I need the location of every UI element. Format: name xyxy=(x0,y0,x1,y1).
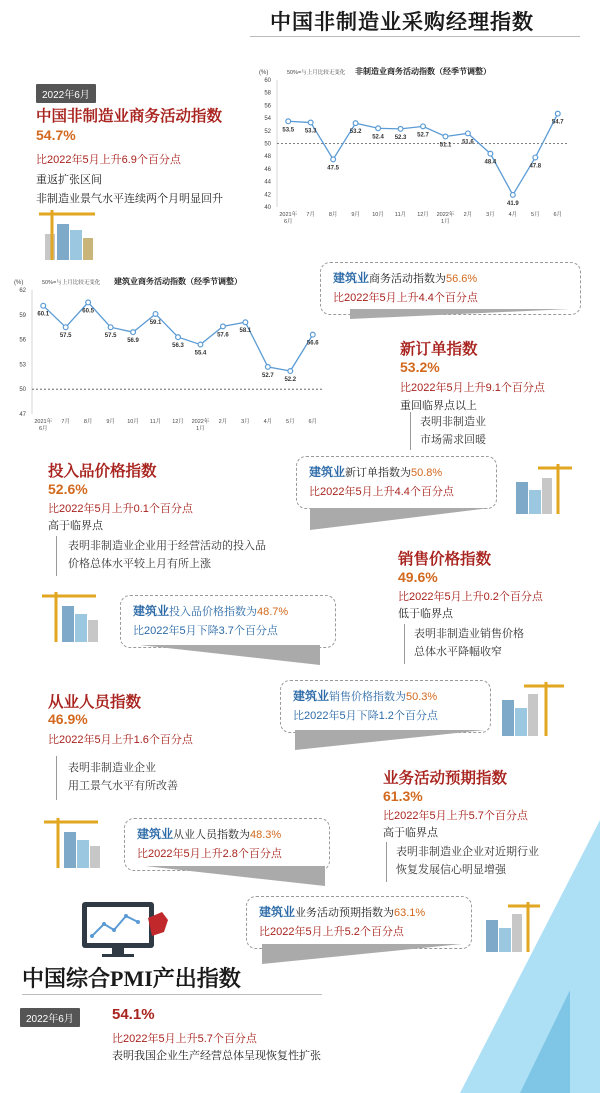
y-tick-label: 40 xyxy=(264,205,271,211)
y-tick-label: 46 xyxy=(264,166,271,173)
new-orders-divider xyxy=(410,412,411,450)
data-label: 57.5 xyxy=(104,333,117,340)
expectation-divider xyxy=(386,842,387,882)
x-tick-label: 2月 xyxy=(463,212,473,218)
input-price-line: 高于临界点 xyxy=(48,520,103,532)
date-tag: 2022年6月 xyxy=(36,84,96,103)
new-orders-desc2: 市场需求回暖 xyxy=(420,434,486,446)
bubble-tail xyxy=(145,866,325,888)
bubble-change: 比2022年5月上升5.2个百分点 xyxy=(259,926,404,938)
data-label: 59.1 xyxy=(149,319,162,326)
bubble-text: 新订单指数为 xyxy=(345,467,412,479)
new-orders-heading: 新订单指数 xyxy=(400,341,478,358)
y-tick-label: 50 xyxy=(19,387,26,394)
bubble-bold: 建筑业 xyxy=(309,465,346,479)
chart-nonmanufacturing xyxy=(255,62,575,237)
y-tick-label: 52 xyxy=(264,128,271,135)
title-divider xyxy=(250,36,580,37)
y-tick-label: 62 xyxy=(19,288,26,294)
bubble-num: 50.8% xyxy=(411,467,443,479)
composite-divider xyxy=(22,994,322,995)
expectation-value: 61.3% xyxy=(383,788,423,804)
expectation-line: 高于临界点 xyxy=(383,827,438,839)
bubble-num: 48.3% xyxy=(250,829,282,841)
chart-title: 非制造业商务活动指数（经季节调整） xyxy=(355,67,491,76)
input-price-desc1: 表明非制造业企业用于经营活动的投入品 xyxy=(68,540,266,552)
bubble-text: 投入品价格指数为 xyxy=(169,606,258,618)
bubble-num: 56.6% xyxy=(446,273,478,285)
x-tick-label: 5月 xyxy=(531,212,540,218)
y-tick-label: 54 xyxy=(264,116,271,123)
building-icon xyxy=(40,816,110,868)
data-point xyxy=(243,320,248,325)
data-label: 51.6 xyxy=(462,139,474,146)
data-point xyxy=(398,126,403,131)
data-label: 53.3 xyxy=(304,128,317,135)
bubble-bold: 建筑业 xyxy=(133,604,170,618)
data-label: 56.6 xyxy=(306,340,319,347)
chart-construction xyxy=(10,272,330,442)
expectation-change: 比2022年5月上升5.7个百分点 xyxy=(383,810,528,822)
x-tick-label: 12月 xyxy=(417,212,429,218)
data-point xyxy=(510,193,515,198)
bubble-text: 销售价格指数为 xyxy=(329,691,407,703)
data-point xyxy=(265,364,270,369)
data-label: 53.5 xyxy=(282,127,295,134)
data-point xyxy=(131,330,136,335)
building-icon xyxy=(480,900,540,952)
employment-desc1: 表明非制造业企业 xyxy=(68,762,156,774)
employment-desc2: 用工景气水平有所改善 xyxy=(68,780,178,792)
sales-price-divider xyxy=(404,624,405,664)
sales-price-change: 比2022年5月上升0.2个百分点 xyxy=(398,591,543,603)
data-label: 52.4 xyxy=(372,134,384,141)
data-label: 54.7 xyxy=(551,119,564,126)
data-label: 52.7 xyxy=(417,132,429,139)
data-point xyxy=(63,325,68,330)
bubble-construction-sales-price xyxy=(280,680,491,733)
y-tick-label: 58 xyxy=(264,90,271,97)
x-tick-label: 2022年 xyxy=(191,419,210,425)
sales-price-desc2: 总体水平降幅收窄 xyxy=(414,646,502,658)
data-point xyxy=(108,325,113,330)
page-title: 中国非制造业采购经理指数 xyxy=(270,10,534,34)
y-tick-label: 56 xyxy=(264,103,271,110)
employment-heading: 从业人员指数 xyxy=(48,694,142,711)
x-tick-label: 11月 xyxy=(394,212,407,218)
intro-heading: 中国非制造业商务活动指数 xyxy=(36,108,223,125)
y-tick-label: 60 xyxy=(264,78,271,84)
x-tick-label: 6月 xyxy=(553,212,563,218)
data-point xyxy=(198,342,203,347)
x-tick-label: 4月 xyxy=(508,212,518,218)
x-tick-label: 8月 xyxy=(83,419,93,425)
data-label: 52.3 xyxy=(394,134,407,141)
data-label: 51.1 xyxy=(439,142,452,149)
monitor-chart-icon xyxy=(78,898,178,960)
y-tick-label: 50 xyxy=(264,141,271,148)
sales-price-heading: 销售价格指数 xyxy=(398,551,492,568)
expectation-desc2: 恢复发展信心明显增强 xyxy=(396,864,506,876)
x-tick-label: 1月 xyxy=(196,426,205,432)
bubble-num: 63.1% xyxy=(394,907,426,919)
bubble-bold: 建筑业 xyxy=(293,689,330,703)
expectation-heading: 业务活动预期指数 xyxy=(383,770,508,787)
y-tick-label: 56 xyxy=(19,337,26,344)
x-tick-label: 9月 xyxy=(351,212,360,218)
bubble-change: 比2022年5月上升4.4个百分点 xyxy=(309,486,454,498)
bubble-bold: 建筑业 xyxy=(137,827,174,841)
data-label: 52.7 xyxy=(262,372,274,379)
y-tick-label: 44 xyxy=(264,179,271,186)
composite-title: 中国综合PMI产出指数 xyxy=(22,966,241,991)
data-point xyxy=(308,120,313,125)
building-icon xyxy=(508,462,573,514)
data-label: 52.2 xyxy=(284,377,297,384)
building-icon xyxy=(35,208,105,260)
intro-value: 54.7% xyxy=(36,127,76,143)
bubble-num: 48.7% xyxy=(257,606,289,618)
y-tick-label: 47 xyxy=(19,412,26,418)
data-label: 56.9 xyxy=(127,338,139,345)
input-price-change: 比2022年5月上升0.1个百分点 xyxy=(48,503,193,515)
data-point xyxy=(288,369,293,374)
chart-note: 50%=与上月比较无变化 xyxy=(42,280,101,286)
data-point xyxy=(286,119,291,124)
y-tick-label: 53 xyxy=(19,362,26,369)
expectation-desc1: 表明非制造业企业对近期行业 xyxy=(396,846,539,858)
x-tick-label: 4月 xyxy=(263,419,273,425)
bubble-change: 比2022年5月下降1.2个百分点 xyxy=(293,710,438,722)
bubble-construction-expectation xyxy=(246,896,472,949)
y-unit-label: (%) xyxy=(14,280,24,286)
x-tick-label: 7月 xyxy=(61,419,70,425)
data-point xyxy=(310,332,315,337)
intro-line2: 非制造业景气水平连续两个月明显回升 xyxy=(36,193,223,205)
data-point xyxy=(153,312,158,317)
chart-note: 50%=与上月比较无变化 xyxy=(287,70,346,76)
x-tick-label: 2021年 xyxy=(34,419,53,425)
y-tick-label: 59 xyxy=(19,312,26,319)
building-icon xyxy=(496,680,566,736)
data-point xyxy=(555,111,560,116)
data-label: 60.5 xyxy=(82,308,94,315)
data-point xyxy=(376,126,381,131)
data-point xyxy=(421,124,426,129)
composite-date-tag: 2022年6月 xyxy=(20,1008,80,1027)
input-price-desc2: 价格总体水平较上月有所上涨 xyxy=(68,558,211,570)
sales-price-value: 49.6% xyxy=(398,569,438,585)
data-label: 47.5 xyxy=(327,165,339,172)
data-point xyxy=(221,324,226,329)
bubble-construction-new-orders xyxy=(296,456,497,509)
employment-value: 46.9% xyxy=(48,711,88,727)
x-tick-label: 2022年 xyxy=(436,212,455,218)
x-tick-label: 3月 xyxy=(241,419,250,425)
data-label: 58.1 xyxy=(239,328,252,335)
new-orders-line: 重回临界点以上 xyxy=(400,400,477,412)
x-tick-label: 3月 xyxy=(486,212,495,218)
bubble-text: 商务活动指数为 xyxy=(369,273,447,285)
bubble-tail xyxy=(295,730,485,752)
x-tick-label: 12月 xyxy=(172,419,184,425)
bubble-text: 业务活动预期指数为 xyxy=(295,907,395,919)
bubble-construction-business xyxy=(320,262,581,315)
data-point xyxy=(533,155,538,160)
x-tick-label: 2月 xyxy=(218,419,228,425)
x-tick-label: 10月 xyxy=(127,419,139,425)
bubble-change: 比2022年5月下降3.7个百分点 xyxy=(133,625,278,637)
building-icon xyxy=(38,590,108,642)
data-point xyxy=(353,121,358,126)
data-label: 56.3 xyxy=(172,343,184,350)
data-label: 57.6 xyxy=(217,332,229,339)
bubble-bold: 建筑业 xyxy=(259,905,296,919)
new-orders-value: 53.2% xyxy=(400,359,440,375)
data-point xyxy=(443,134,448,139)
chart-title: 建筑业商务活动指数（经季节调整） xyxy=(114,277,242,286)
composite-change: 比2022年5月上升5.7个百分点 xyxy=(112,1033,257,1045)
x-tick-label: 5月 xyxy=(286,419,295,425)
bubble-construction-input-price xyxy=(120,595,336,648)
x-tick-label: 7月 xyxy=(306,212,315,218)
y-tick-label: 48 xyxy=(264,154,271,161)
employment-change: 比2022年5月上升1.6个百分点 xyxy=(48,734,193,746)
data-label: 57.5 xyxy=(59,333,72,340)
bubble-num: 50.3% xyxy=(406,691,438,703)
data-point xyxy=(86,300,91,305)
x-tick-label: 10月 xyxy=(372,212,384,218)
data-point xyxy=(488,151,493,156)
new-orders-desc1: 表明非制造业 xyxy=(420,416,486,428)
bubble-tail xyxy=(310,508,490,532)
input-price-value: 52.6% xyxy=(48,481,88,497)
new-orders-change: 比2022年5月上升9.1个百分点 xyxy=(400,382,545,394)
y-tick-label: 42 xyxy=(264,192,271,199)
bubble-tail xyxy=(140,645,320,667)
y-unit-label: (%) xyxy=(259,70,269,76)
data-point xyxy=(176,335,181,340)
data-point xyxy=(41,303,46,308)
intro-line1: 重返扩张区间 xyxy=(36,174,102,186)
data-label: 53.2 xyxy=(349,129,362,136)
data-label: 47.8 xyxy=(529,163,542,170)
x-tick-label: 9月 xyxy=(106,419,115,425)
bubble-change: 比2022年5月上升4.4个百分点 xyxy=(333,292,478,304)
x-tick-label: 2021年 xyxy=(279,212,298,218)
x-tick-label: 6月 xyxy=(308,419,318,425)
x-tick-label: 8月 xyxy=(328,212,338,218)
bubble-tail xyxy=(350,309,570,321)
sales-price-line: 低于临界点 xyxy=(398,608,453,620)
x-tick-label: 1月 xyxy=(441,219,450,225)
x-tick-label: 6月 xyxy=(283,219,293,225)
data-label: 48.4 xyxy=(484,159,497,166)
employment-divider xyxy=(56,756,57,800)
x-tick-label: 6月 xyxy=(38,426,48,432)
bubble-bold: 建筑业 xyxy=(333,271,370,285)
data-point xyxy=(466,131,471,136)
bubble-tail xyxy=(262,944,462,966)
input-price-divider xyxy=(56,536,57,576)
bubble-change: 比2022年5月上升2.8个百分点 xyxy=(137,848,282,860)
data-label: 55.4 xyxy=(194,350,207,357)
x-tick-label: 11月 xyxy=(149,419,162,425)
data-label: 60.1 xyxy=(37,311,50,318)
composite-desc: 表明我国企业生产经营总体呈现恢复性扩张 xyxy=(112,1050,321,1062)
intro-change: 比2022年5月上升6.9个百分点 xyxy=(36,154,181,166)
composite-value: 54.1% xyxy=(112,1006,155,1023)
bubble-text: 从业人员指数为 xyxy=(173,829,251,841)
bubble-construction-employment xyxy=(124,818,330,871)
input-price-heading: 投入品价格指数 xyxy=(48,463,157,480)
data-point xyxy=(331,157,336,162)
data-label: 41.9 xyxy=(507,200,519,207)
sales-price-desc1: 表明非制造业销售价格 xyxy=(414,628,524,640)
